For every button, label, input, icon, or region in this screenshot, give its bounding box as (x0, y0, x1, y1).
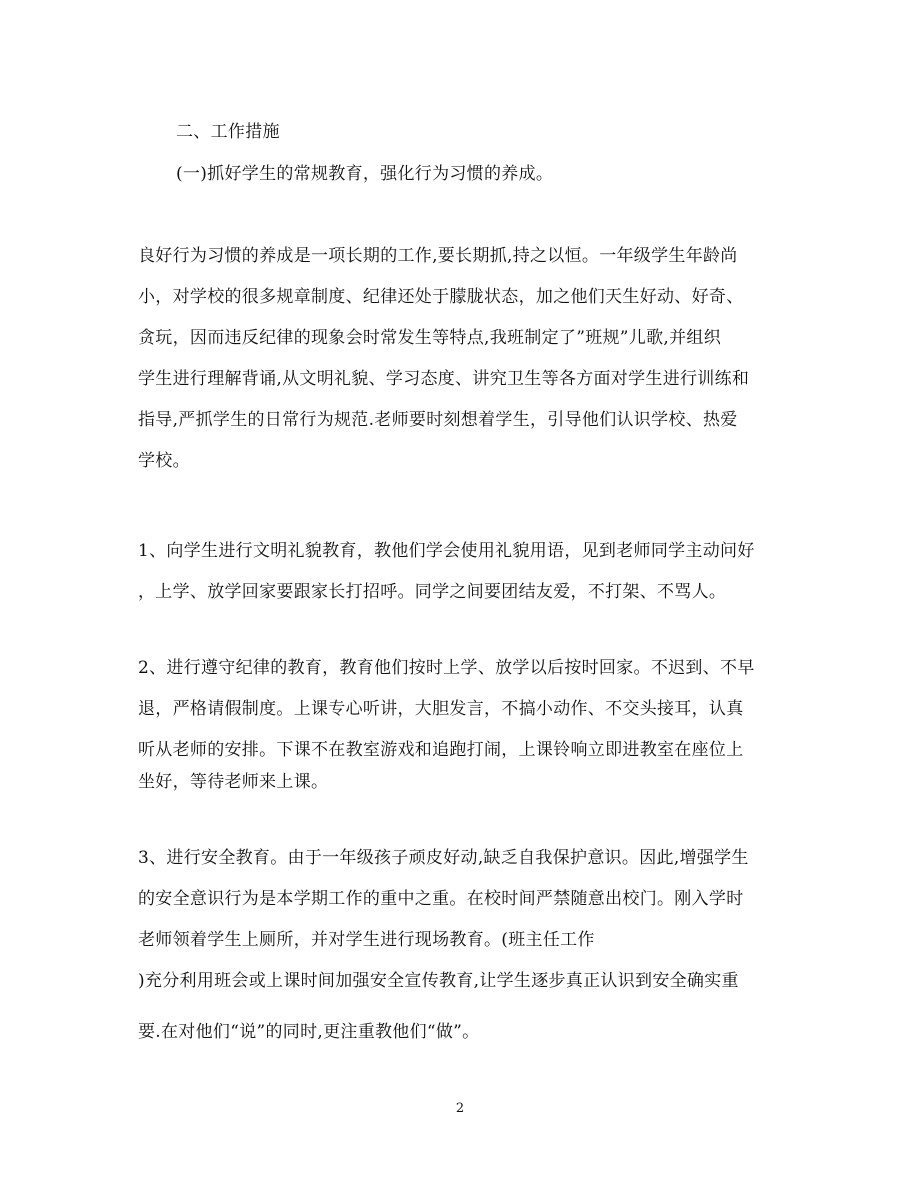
section-heading: 二、工作措施 (176, 122, 280, 142)
paragraph-line: 退，严格请假制度。上课专心听讲，大胆发言，不搞小动作、不交头接耳，认真 (138, 699, 744, 719)
paragraph-line: 2、进行遵守纪律的教育，教育他们按时上学、放学以后按时回家。不迟到、不早 (138, 658, 755, 678)
paragraph-line: 1、向学生进行文明礼貌教育，教他们学会使用礼貌用语，见到老师同学主动问好 (138, 541, 755, 561)
section-subheading: (一)抓好学生的常规教育，强化行为习惯的养成。 (176, 164, 554, 184)
paragraph-line: 坐好，等待老师来上课。 (138, 772, 329, 792)
paragraph-line: 学生进行理解背诵,从文明礼貌、学习态度、讲究卫生等各方面对学生进行训练和 (138, 369, 750, 389)
paragraph-line: 良好行为习惯的养成是一项长期的工作,要长期抓,持之以恒。一年级学生年龄尚 (138, 246, 738, 266)
paragraph-line: 老师领着学生上厕所，并对学生进行现场教育。(班主任工作 (138, 930, 595, 950)
paragraph-line: 的安全意识行为是本学期工作的重中之重。在校时间严禁随意出校门。刚入学时 (138, 889, 744, 909)
paragraph-line: 学校。 (138, 451, 190, 471)
paragraph-line: )充分利用班会或上课时间加强安全宣传教育,让学生逐步真正认识到安全确实重 (138, 971, 739, 991)
paragraph-line: 听从老师的安排。下课不在教室游戏和追跑打闹，上课铃响立即进教室在座位上 (138, 740, 744, 760)
paragraph-line: 小，对学校的很多规章制度、纪律还处于朦胧状态，加之他们天生好动、好奇、 (138, 287, 744, 307)
page-number: 2 (455, 1101, 465, 1116)
paragraph-line: 3、进行安全教育。由于一年级孩子顽皮好动,缺乏自我保护意识。因此,增强学生 (138, 848, 749, 868)
paragraph-line: ，上学、放学回家要跟家长打招呼。同学之间要团结友爱，不打架、不骂人。 (138, 582, 727, 602)
paragraph-line: 指导,严抓学生的日常行为规范.老师要时刻想着学生，引导他们认识学校、热爱 (138, 410, 738, 430)
paragraph-line: 贪玩，因而违反纪律的现象会时常发生等特点,我班制定了”班规”儿歌,并组织 (138, 328, 721, 348)
paragraph-line: 要.在对他们“说”的同时,更注重教他们“做”。 (138, 1022, 480, 1042)
